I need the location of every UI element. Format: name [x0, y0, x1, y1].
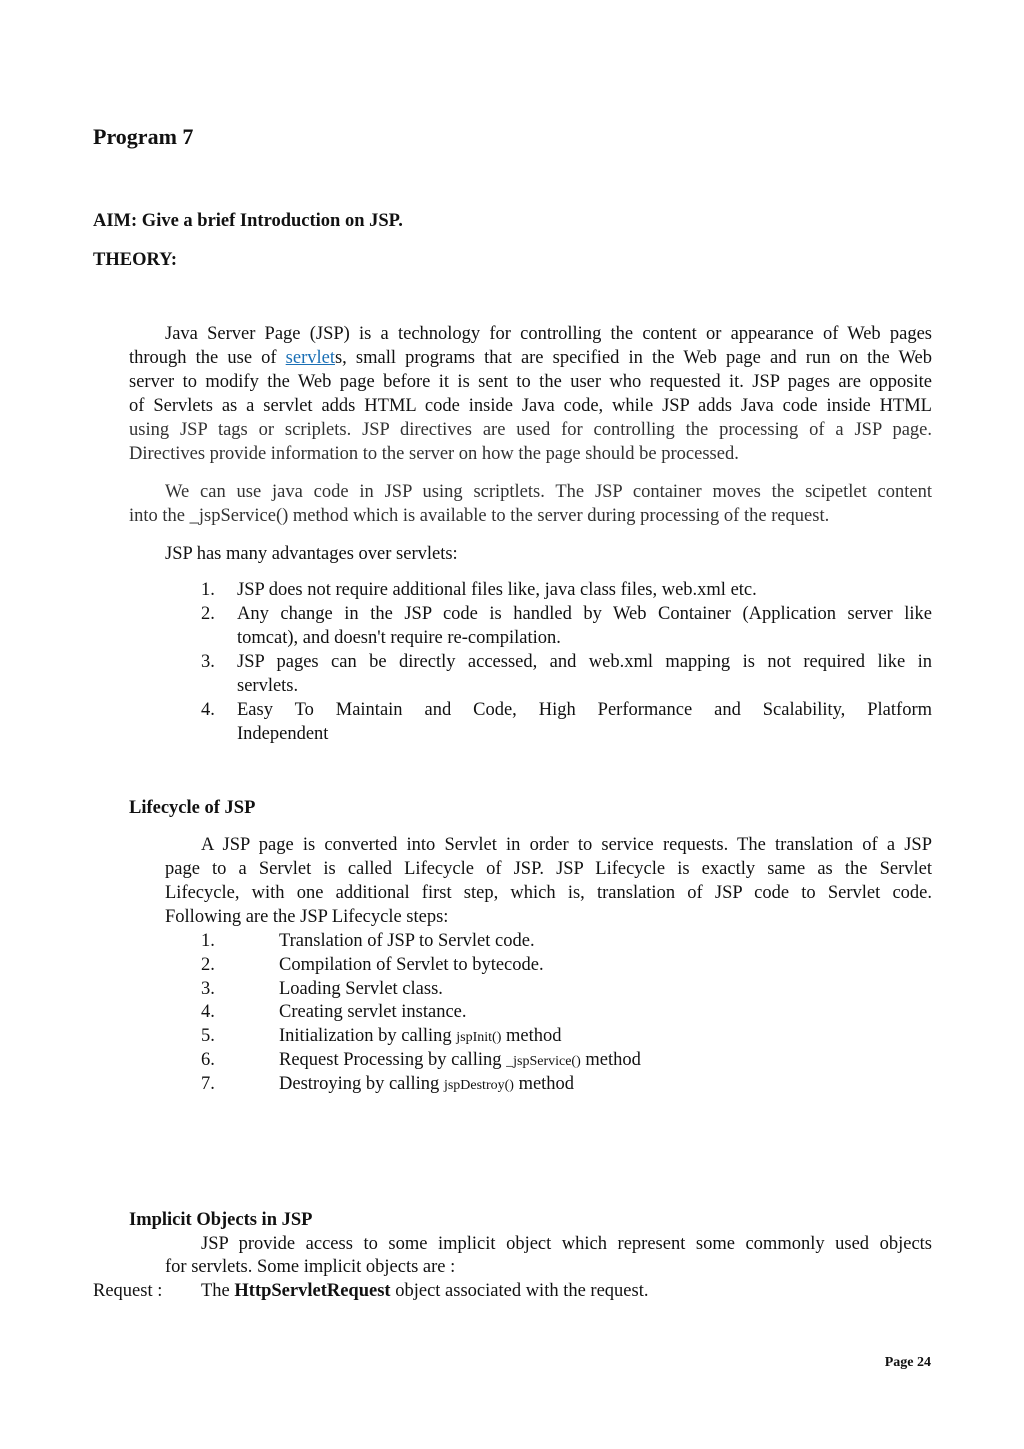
method-name: _jspService() — [506, 1054, 581, 1069]
servlet-link[interactable]: servlet — [285, 348, 335, 368]
request-text: The — [201, 1281, 235, 1301]
step-text: Translation of JSP to Servlet code. — [279, 931, 535, 951]
step-number: 5. — [201, 1026, 215, 1046]
intro-text: s, small programs that are specified in the Web page and run on the Web — [334, 348, 932, 368]
step-number: 3. — [201, 979, 215, 999]
scriptlet-line-2: into the _jspService() method which is available to the server during processing of the request. — [129, 506, 830, 526]
step-text — [279, 1072, 574, 1098]
intro-line-6: Directives provide information to the server on how the page should be processed. — [129, 444, 739, 464]
scriptlet-line-1: We can use java code in JSP using scriptlets. The JSP container moves the scipetlet content — [165, 482, 932, 502]
step-number: 1. — [201, 931, 215, 951]
intro-line-3: server to modify the Web page before it is sent to the user who requested it. JSP pages are opposite — [129, 372, 932, 392]
request-text: object associated with the request. — [390, 1281, 649, 1301]
list-item-continued: tomcat), and doesn't require re-compilation. — [237, 628, 561, 648]
list-item: JSP does not require additional files like, java class files, web.xml etc. — [237, 580, 757, 600]
list-item-continued: Independent — [237, 724, 329, 744]
step-number: 2. — [201, 955, 215, 975]
step-suffix: method — [580, 1050, 641, 1070]
lifecycle-line-3: Lifecycle, with one additional first step, which is, translation of JSP code to Servlet code. — [165, 883, 932, 903]
request-description — [201, 1279, 648, 1303]
step-number: 6. — [201, 1050, 215, 1070]
implicit-heading: Implicit Objects in JSP — [129, 1210, 313, 1230]
page-title: Program 7 — [93, 124, 194, 149]
step-suffix: method — [513, 1074, 575, 1094]
step-label: Destroying by calling — [279, 1074, 444, 1094]
intro-line-1: Java Server Page (JSP) is a technology for controlling the content or appearance of Web pages — [165, 324, 932, 344]
step-text: Compilation of Servlet to bytecode. — [279, 955, 544, 975]
list-item: Any change in the JSP code is handled by Web Container (Application server like — [237, 604, 932, 624]
step-text — [279, 1048, 641, 1074]
intro-text: through the use of — [129, 348, 286, 368]
step-text: Creating servlet instance. — [279, 1002, 467, 1022]
intro-line-2 — [129, 346, 932, 370]
method-name: jspDestroy() — [443, 1078, 514, 1093]
list-number: 1. — [201, 580, 215, 600]
list-item: Easy To Maintain and Code, High Performance and Scalability, Platform — [237, 700, 932, 720]
lifecycle-heading: Lifecycle of JSP — [129, 798, 256, 818]
lifecycle-line-1: A JSP page is converted into Servlet in order to service requests. The translation of a JSP — [201, 835, 932, 855]
lifecycle-line-2: page to a Servlet is called Lifecycle of JSP. JSP Lifecycle is exactly same as the Servlet — [165, 859, 932, 879]
intro-line-4: of Servlets as a servlet adds HTML code inside Java code, while JSP adds Java code inside HTML — [129, 396, 932, 416]
theory-heading: THEORY: — [93, 250, 177, 270]
step-label: Request Processing by calling — [279, 1050, 507, 1070]
step-number: 7. — [201, 1074, 215, 1094]
advantages-lead: JSP has many advantages over servlets: — [165, 544, 458, 564]
step-label: Initialization by calling — [279, 1026, 457, 1046]
request-class-name: HttpServletRequest — [234, 1281, 391, 1301]
lifecycle-line-4: Following are the JSP Lifecycle steps: — [165, 907, 449, 927]
step-suffix: method — [501, 1026, 562, 1046]
list-number: 2. — [201, 604, 215, 624]
list-number: 3. — [201, 652, 215, 672]
implicit-line-1: JSP provide access to some implicit object which represent some commonly used objects — [201, 1234, 932, 1254]
method-name: jspInit() — [456, 1030, 502, 1045]
list-item-continued: servlets. — [237, 676, 299, 696]
page-number: Page 24 — [884, 1355, 931, 1370]
step-text — [279, 1024, 561, 1050]
request-label: Request : — [93, 1281, 163, 1301]
list-number: 4. — [201, 700, 215, 720]
list-item: JSP pages can be directly accessed, and web.xml mapping is not required like in — [237, 652, 932, 672]
intro-line-5: using JSP tags or scriplets. JSP directives are used for controlling the processing of a JSP page. — [129, 420, 932, 440]
implicit-line-2: for servlets. Some implicit objects are : — [165, 1257, 456, 1277]
step-text: Loading Servlet class. — [279, 979, 443, 999]
aim-heading: AIM: Give a brief Introduction on JSP. — [93, 211, 403, 231]
step-number: 4. — [201, 1002, 215, 1022]
